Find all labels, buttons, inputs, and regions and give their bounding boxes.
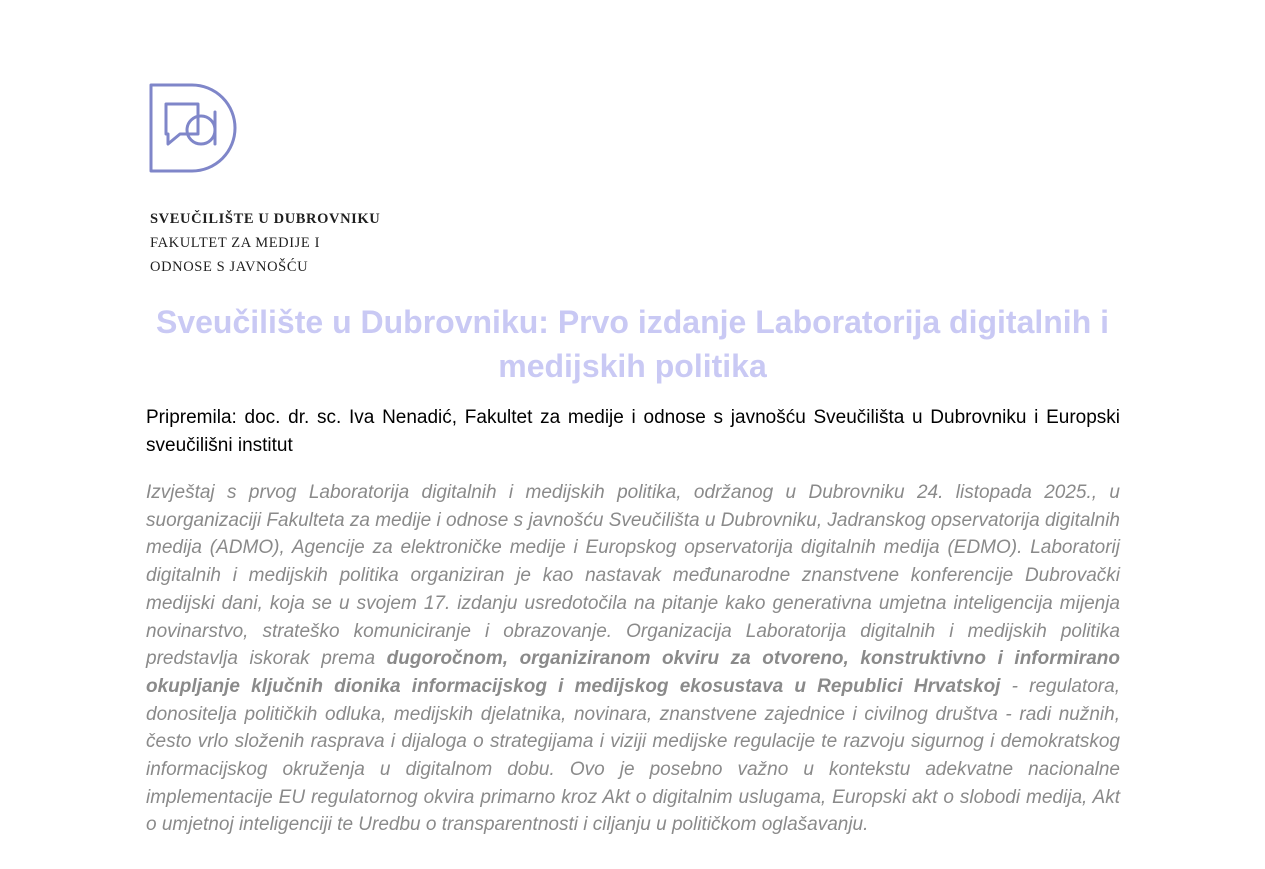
author-line: Pripremila: doc. dr. sc. Iva Nenadić, Fakultet za medije i odnose s javnošću Sveučilišta u Dubrovniku i Europski sveučilišni institut — [146, 407, 1120, 456]
organization-name — [150, 207, 380, 279]
body-text-emphasis: dugoročnom, organiziranom okviru za otvoreno, konstruktivno i informirano okupljanje ključnih dionika informacijskog i medijskog ekosustava u Republici Hrvatskoj — [146, 648, 1120, 697]
university-logo — [148, 82, 240, 174]
body-text-part2: - regulatora, donositelja političkih odluka, medijskih djelatnika, novinara, znanstvene zajednice i civilnog društva - radi nužnih, često vrlo složenih rasprava i dijaloga o strategijama i viziji medijske regulacije te razvoju sigurnog i demokratskog informacijskog okruženja u digitalnom dobu. Ovo je posebno važno u kontekstu adekvatne nacionalne implementacije EU regulatornog okvira primarno kroz Akt o digitalnim uslugama, Europski akt o slobodi medija, Akt o umjetnoj inteligenciji te Uredbu o transparentnosti i ciljanju u političkom oglašavanju. — [146, 675, 1120, 836]
body-text-part1: Izvještaj s prvog Laboratorija digitalnih i medijskih politika, održanog u Dubrovniku 24. listopada 2025., u suorganizaciji Fakulteta za medije i odnose s javnošću Sveučilišta u Dubrovniku, Jadranskog opservatorija digitalnih medija (ADMO), Agencije za elektroničke medije i Europskog opservatorija digitalnih medija (EDMO). Laboratorij digitalnih i medijskih politika organiziran je kao nastavak međunarodne znanstvene konferencije Dubrovački medijski dani, koja se u svojem 17. izdanju usredotočila na pitanje kako generativna umjetna inteligencija mijenja novinarstvo, strateško komuniciranje i obrazovanje. Organizacija Laboratorija digitalnih i medijskih politika predstavlja iskorak prema — [146, 482, 1120, 670]
university-d-logo-icon — [148, 82, 240, 174]
org-line-faculty-cont: ODNOSE S JAVNOŠĆU — [150, 259, 309, 275]
document-title: Sveučilište u Dubrovniku: Prvo izdanje Laboratorija digitalnih i medijskih politika — [155, 304, 1110, 384]
body-paragraph — [146, 479, 1120, 839]
org-line-faculty: FAKULTET ZA MEDIJE I — [150, 235, 321, 251]
org-line-university: SVEUČILIŠTE U DUBROVNIKU — [150, 211, 381, 227]
